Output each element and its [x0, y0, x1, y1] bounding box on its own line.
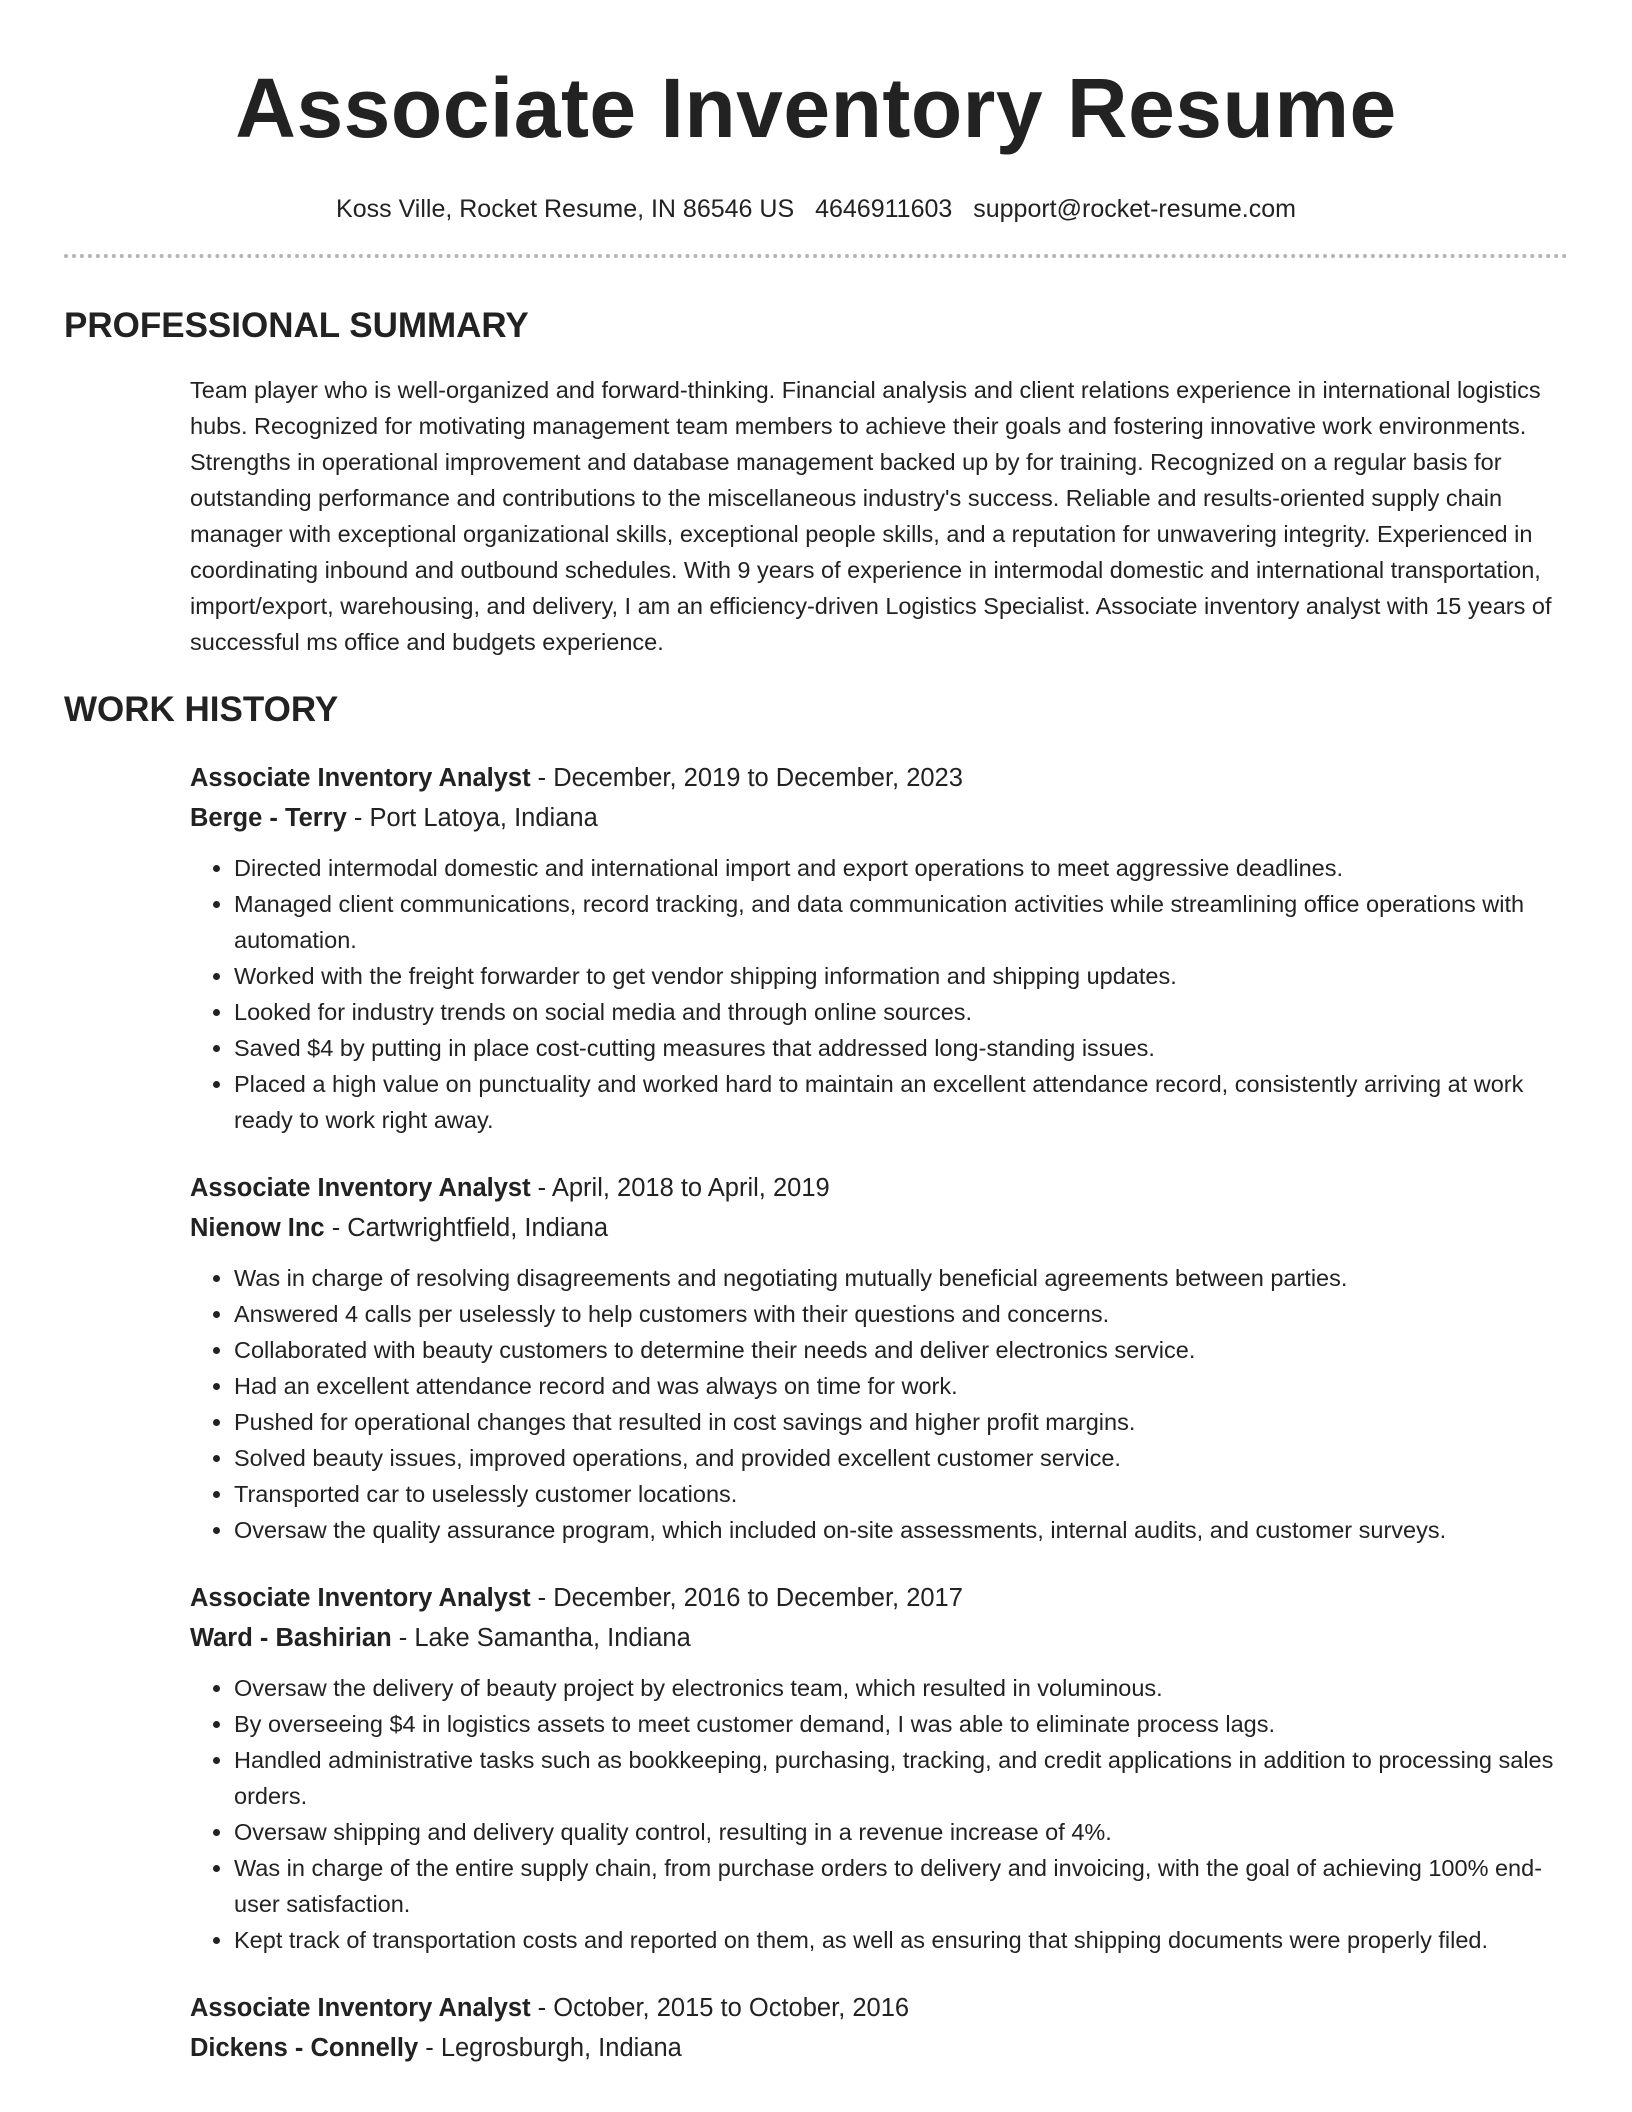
- contact-line: [64, 194, 1568, 224]
- job-role: Associate Inventory Analyst: [190, 1994, 531, 2022]
- job-bullet: • Had an excellent attendance record and was always on time for work.: [234, 1368, 1568, 1404]
- contact-email: support@rocket-resume.com: [973, 195, 1296, 223]
- job-bullet: • Was in charge of the entire supply chain, from purchase orders to delivery and invoicing, with the goal of achieving 100% end-user satisfaction.: [234, 1850, 1568, 1922]
- job-entry: [190, 1988, 1568, 2068]
- job-bullet: • Directed intermodal domestic and international import and export operations to meet aggressive deadlines.: [234, 850, 1568, 886]
- job-company-line: [190, 2028, 1568, 2068]
- job-company: Nienow Inc: [190, 1214, 325, 1242]
- job-role: Associate Inventory Analyst: [190, 1174, 531, 1202]
- job-bullet: • Solved beauty issues, improved operations, and provided excellent customer service.: [234, 1440, 1568, 1476]
- job-dates: - April, 2018 to April, 2019: [530, 1174, 830, 1202]
- job-role: Associate Inventory Analyst: [190, 1584, 531, 1612]
- job-dates: - December, 2019 to December, 2023: [530, 764, 963, 792]
- job-dates: - December, 2016 to December, 2017: [530, 1584, 963, 1612]
- job-bullet: • Pushed for operational changes that resulted in cost savings and higher profit margins.: [234, 1404, 1568, 1440]
- job-entry: [190, 1168, 1568, 1548]
- job-company: Berge - Terry: [190, 804, 347, 832]
- job-bullet: • Saved $4 by putting in place cost-cutting measures that addressed long-standing issues.: [234, 1030, 1568, 1066]
- resume-title: Associate Inventory Resume: [235, 61, 1397, 155]
- job-bullet: • Oversaw shipping and delivery quality control, resulting in a revenue increase of 4%.: [234, 1814, 1568, 1850]
- job-location: - Port Latoya, Indiana: [346, 804, 598, 832]
- job-title-line: [190, 1988, 1568, 2028]
- job-bullets: [190, 850, 1568, 1138]
- job-bullets: [190, 1260, 1568, 1548]
- job-company: Ward - Bashirian: [190, 1624, 392, 1652]
- job-bullet: • By overseeing $4 in logistics assets to meet customer demand, I was able to eliminate process lags.: [234, 1706, 1568, 1742]
- job-bullet: • Oversaw the quality assurance program, which included on-site assessments, internal audits, and customer surveys.: [234, 1512, 1568, 1548]
- job-dates: - October, 2015 to October, 2016: [530, 1994, 910, 2022]
- job-company: Dickens - Connelly: [190, 2034, 419, 2062]
- header-divider: [64, 254, 1568, 258]
- job-entry: [190, 1578, 1568, 1958]
- job-bullet: • Handled administrative tasks such as bookkeeping, purchasing, tracking, and credit applications in addition to processing sales orders.: [234, 1742, 1568, 1814]
- job-location: - Cartwrightfield, Indiana: [324, 1214, 609, 1242]
- job-bullet: • Looked for industry trends on social media and through online sources.: [234, 994, 1568, 1030]
- job-title-line: [190, 1578, 1568, 1618]
- job-location: - Legrosburgh, Indiana: [418, 2034, 682, 2062]
- job-bullets: [190, 1670, 1568, 1958]
- summary-text: Team player who is well-organized and forward-thinking. Financial analysis and client relations experience in international logistics hubs. Recognized for motivating management team members to achieve their goals and fostering innovative work environments. Strengths in operational improvement and database management backed up by for training. Recognized on a regular basis for outstanding performance and contributions to the miscellaneous industry's success. Reliable and results-oriented supply chain manager with exceptional organizational skills, exceptional people skills, and a reputation for unwavering integrity. Experienced in coordinating inbound and outbound schedules. With 9 years of experience in intermodal domestic and international transportation, import/export, warehousing, and delivery, I am an efficiency-driven Logistics Specialist. Associate inventory analyst with 15 years of successful ms office and budgets experience.: [190, 377, 1552, 655]
- job-title-line: [190, 758, 1568, 798]
- job-company-line: [190, 1618, 1568, 1658]
- contact-address: Koss Ville, Rocket Resume, IN 86546 US: [336, 195, 795, 223]
- job-bullet: • Oversaw the delivery of beauty project by electronics team, which resulted in voluminous.: [234, 1670, 1568, 1706]
- job-entry: [190, 758, 1568, 1138]
- summary-heading: PROFESSIONAL SUMMARY: [64, 306, 529, 345]
- job-company-line: [190, 798, 1568, 838]
- job-bullet: • Worked with the freight forwarder to get vendor shipping information and shipping updates.: [234, 958, 1568, 994]
- job-location: - Lake Samantha, Indiana: [391, 1624, 691, 1652]
- job-role: Associate Inventory Analyst: [190, 764, 531, 792]
- job-bullet: • Was in charge of resolving disagreements and negotiating mutually beneficial agreements between parties.: [234, 1260, 1568, 1296]
- job-bullet: • Managed client communications, record tracking, and data communication activities while streamlining office operations with automation.: [234, 886, 1568, 958]
- contact-phone: 4646911603: [815, 195, 953, 223]
- job-bullet: • Kept track of transportation costs and reported on them, as well as ensuring that shipping documents were properly filed.: [234, 1922, 1568, 1958]
- job-bullet: • Transported car to uselessly customer locations.: [234, 1476, 1568, 1512]
- work-history-heading: WORK HISTORY: [64, 690, 339, 729]
- job-bullet: • Answered 4 calls per uselessly to help customers with their questions and concerns.: [234, 1296, 1568, 1332]
- job-bullet: • Collaborated with beauty customers to determine their needs and deliver electronics service.: [234, 1332, 1568, 1368]
- job-company-line: [190, 1208, 1568, 1248]
- work-history-list: [190, 758, 1568, 2068]
- job-title-line: [190, 1168, 1568, 1208]
- job-bullet: • Placed a high value on punctuality and worked hard to maintain an excellent attendance record, consistently arriving at work ready to work right away.: [234, 1066, 1568, 1138]
